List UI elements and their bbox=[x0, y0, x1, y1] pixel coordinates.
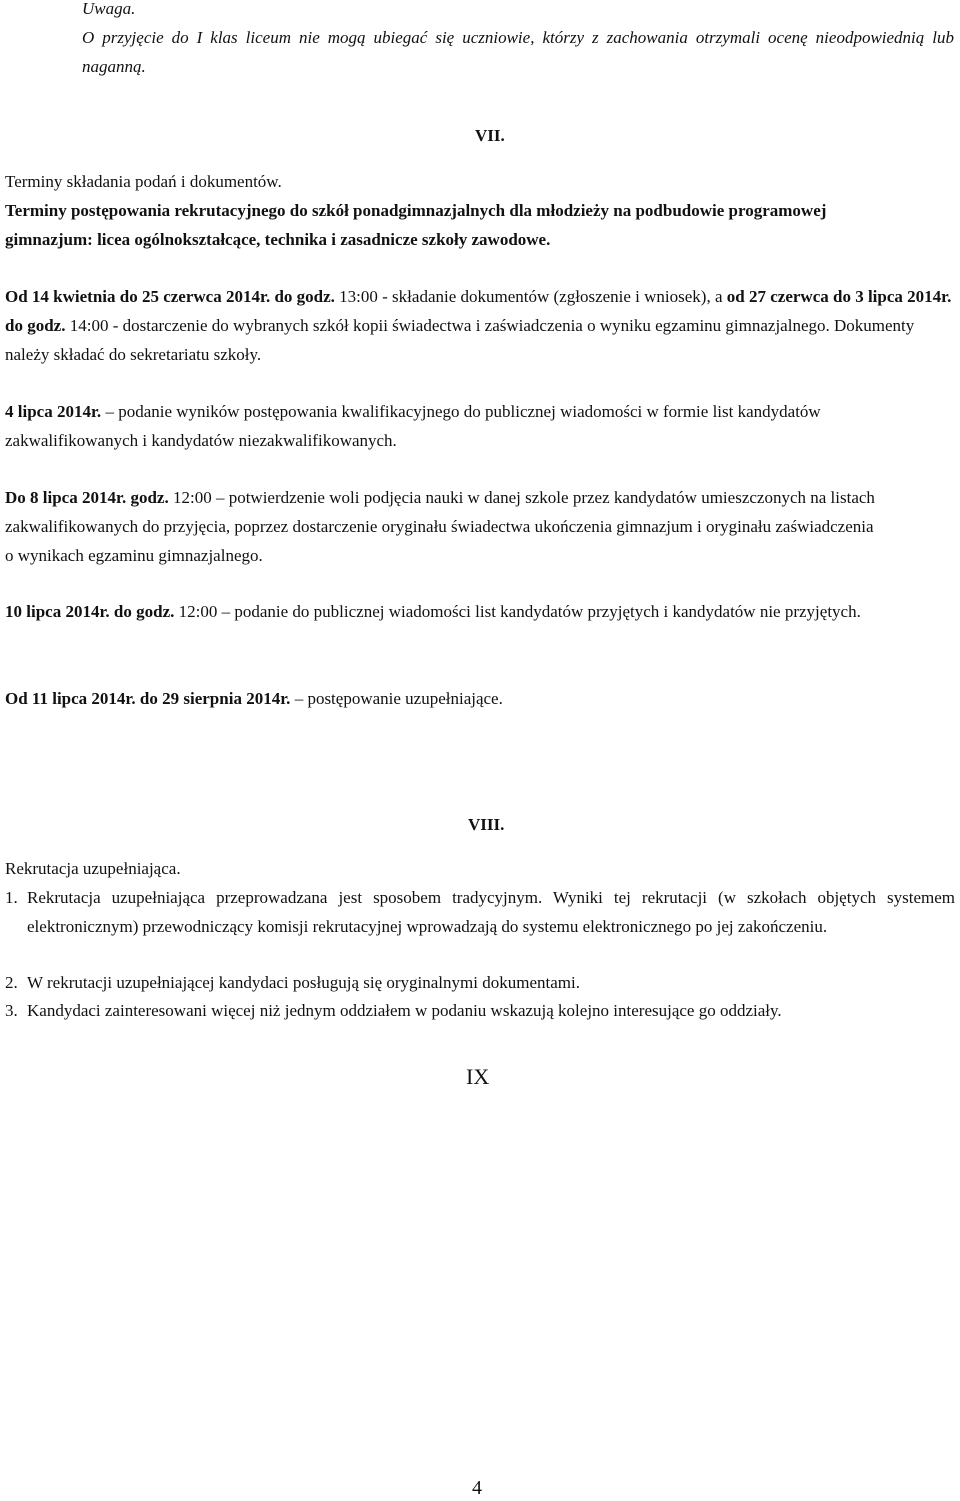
schedule-text-1b: 14:00 - dostarczenie do wybranych szkół kopii świadectwa i zaświadczenia o wyniku egzaminu gimnazjalnego. Dokumenty należy składać do sekretariatu szkoły. bbox=[5, 316, 915, 364]
schedule-date-1b: od 27 czerwca do 3 lipca 2014r. do godz. bbox=[5, 287, 952, 335]
list-item-number: 3. bbox=[5, 1001, 18, 1020]
schedule-text-1: 13:00 - składanie dokumentów (zgłoszenie i wniosek), a bbox=[334, 287, 727, 306]
list-item-text: W rekrutacji uzupełniającej kandydaci posługują się oryginalnymi dokumentami. bbox=[27, 973, 580, 992]
list-item bbox=[5, 883, 955, 941]
list-item-text: Rekrutacja uzupełniająca przeprowadzana jest sposobem tradycyjnym. Wyniki tej rekrutacji (w szkołach objętych systemem elektronicznym) przewodniczący komisji rekrutacyjnej wprowadzają do systemu elektronicznego po jej zakończeniu. bbox=[27, 888, 955, 936]
note-text: O przyjęcie do I klas liceum nie mogą ubiegać się uczniowie, którzy z zachowania otrzymali ocenę nieodpowiednią lub naganną. bbox=[82, 28, 954, 76]
section-8-title: Rekrutacja uzupełniająca. bbox=[5, 859, 181, 878]
section-8-number: VIII. bbox=[468, 815, 505, 834]
schedule-text-3: 12:00 – potwierdzenie woli podjęcia nauki w danej szkole przez kandydatów umieszczonych na listach zakwalifikowanych do przyjęcia, poprzez dostarczenie oryginału świadectwa ukończenia gimnazjum i oryginału zaświadczenia o wynikach egzaminu gimnazjalnego. bbox=[5, 488, 875, 565]
schedule-paragraph-4 bbox=[5, 597, 960, 626]
schedule-text-4: 12:00 – podanie do publicznej wiadomości list kandydatów przyjętych i kandydatów nie przyjętych. bbox=[174, 602, 861, 621]
schedule-paragraph-3 bbox=[5, 483, 875, 570]
section-7-number: VII. bbox=[475, 126, 505, 145]
schedule-date-5: Od 11 lipca 2014r. do 29 sierpnia 2014r. bbox=[5, 689, 291, 708]
schedule-date-3: Do 8 lipca 2014r. godz. bbox=[5, 488, 169, 507]
schedule-text-2: – podanie wyników postępowania kwalifikacyjnego do publicznej wiadomości w formie list kandydatów zakwalifikowanych i kandydatów niezakwalifikowanych. bbox=[5, 402, 821, 450]
section-7-title: Terminy składania podań i dokumentów. bbox=[5, 172, 282, 191]
section-9-number: IX bbox=[466, 1064, 490, 1089]
schedule-paragraph-5 bbox=[5, 684, 905, 713]
schedule-paragraph-2 bbox=[5, 397, 905, 455]
schedule-text-5: – postępowanie uzupełniające. bbox=[290, 689, 503, 708]
page-number: 4 bbox=[472, 1477, 482, 1499]
section-7-subtitle: Terminy postępowania rekrutacyjnego do szkół ponadgimnazjalnych dla młodzieży na podbudowie programowej gimnazjum: licea ogólnokształcące, technika i zasadnicze szkoły zawodowe. bbox=[5, 201, 827, 249]
list-item-number: 2. bbox=[5, 973, 18, 992]
list-item-number: 1. bbox=[5, 888, 18, 907]
list-item bbox=[5, 968, 955, 997]
list-item bbox=[5, 996, 955, 1025]
schedule-date-2: 4 lipca 2014r. bbox=[5, 402, 102, 421]
schedule-paragraph-1 bbox=[5, 282, 955, 369]
schedule-date-4: 10 lipca 2014r. do godz. bbox=[5, 602, 175, 621]
schedule-date-1: Od 14 kwietnia do 25 czerwca 2014r. do godz. bbox=[5, 287, 335, 306]
note-label: Uwaga. bbox=[82, 0, 136, 18]
list-item-text: Kandydaci zainteresowani więcej niż jednym oddziałem w podaniu wskazują kolejno interesujące go oddziały. bbox=[27, 1001, 782, 1020]
